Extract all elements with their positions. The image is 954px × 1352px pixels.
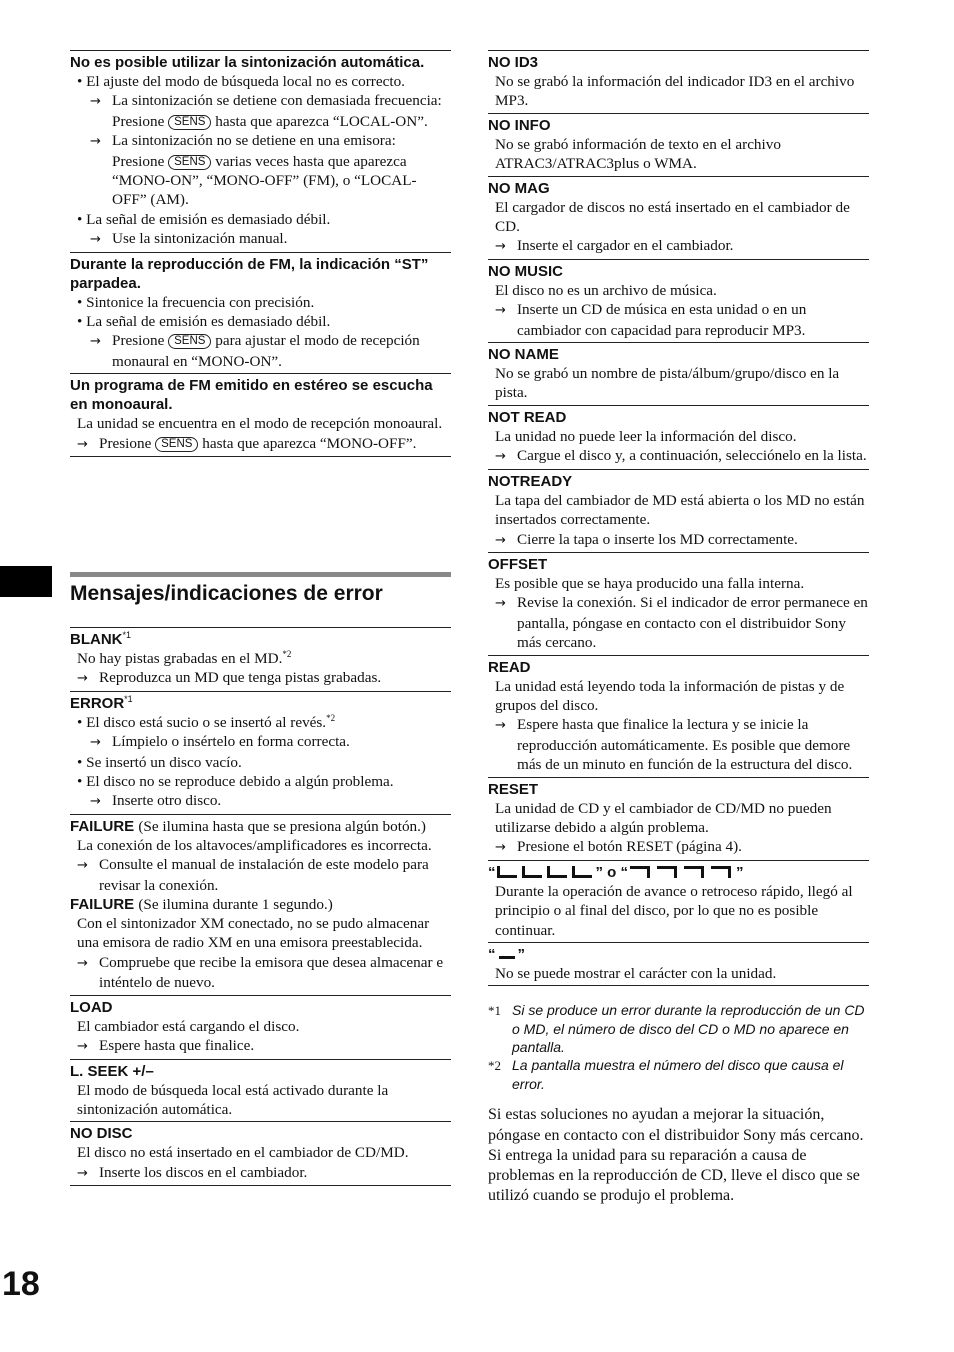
cause-text: La unidad no puede leer la información del disco.	[495, 427, 797, 445]
error-code: NO MUSIC	[488, 262, 563, 280]
error-list-right	[488, 50, 869, 1206]
cause-text: No se grabó un nombre de pista/álbum/grupo/disco en la pista.	[495, 365, 840, 402]
cause-text: No hay pistas grabadas en el MD.	[77, 650, 283, 667]
cause-text: Con el sintonizador XM conectado, no se pudo almacenar una emisora de radio XM en una emisora preestablecida.	[77, 915, 430, 952]
cause-text: No se grabó información de texto en el archivo ATRAC3/ATRAC3plus o WMA.	[495, 135, 781, 173]
error-code: NO MAG	[488, 179, 550, 197]
footnote-mark: *2	[488, 1058, 501, 1074]
error-code: ERROR	[70, 694, 125, 712]
arrow-icon: →	[77, 671, 88, 687]
error-no-id3	[488, 50, 869, 113]
remedy-text: Inserte el cargador en el cambiador.	[517, 237, 734, 255]
closing-text	[488, 1105, 869, 1206]
quote-mark: ”	[736, 863, 744, 881]
remedy-text: Cargue el disco y, a continuación, selecciónelo en la lista.	[517, 447, 867, 465]
remedy-text: Revise la conexión. Si el indicador de error permanece en pantalla, póngase en contacto con el distribuidor Sony más cercano.	[517, 594, 868, 652]
remedy-text: Presione	[112, 332, 165, 350]
sens-button-icon: SENS	[168, 334, 211, 349]
arrow-icon: →	[77, 1039, 88, 1055]
error-code: BLANK	[70, 631, 123, 648]
remedy-text: Cierre la tapa o inserte los MD correctamente.	[517, 530, 798, 548]
closing-paragraph: Si estas soluciones no ayudan a mejorar la situación, póngase en contacto con el distribuidor Sony más cercano.	[488, 1106, 864, 1144]
error-code: FAILURE	[70, 896, 135, 914]
cause-text: La tapa del cambiador de MD está abierta o los MD no están insertados correctamente.	[495, 491, 865, 529]
cause-text: El disco no se reproduce debido a algún problema.	[86, 773, 394, 791]
error-segment-display	[488, 860, 869, 942]
cause-text: La unidad se encuentra en el modo de recepción monoaural.	[77, 415, 443, 433]
arrow-icon: →	[495, 449, 506, 465]
page-number: 18	[2, 1265, 40, 1303]
error-offset	[488, 552, 869, 655]
error-code: NO NAME	[488, 346, 559, 364]
quote-mark: ”	[595, 863, 603, 881]
error-code: OFFSET	[488, 555, 548, 573]
remedy-text: Presione el botón RESET (página 4).	[517, 838, 742, 856]
error-code: L. SEEK +/–	[70, 1062, 154, 1080]
error-failure	[70, 814, 451, 995]
remedy-text: Presione	[99, 434, 152, 452]
segment-bottom-icon	[496, 865, 596, 879]
remedy-text: La sintonización no se detiene en una emisora:	[112, 132, 396, 150]
error-list-left	[70, 627, 451, 1186]
remedy-text: Límpielo o insértelo en forma correcta.	[112, 733, 350, 751]
cause-text: El disco no está insertado en el cambiador de CD/MD.	[77, 1144, 409, 1162]
cause-text: No se grabó la información del indicador ID3 en el archivo MP3.	[495, 73, 855, 110]
arrow-icon: →	[77, 436, 88, 452]
remedy-text: para ajustar el modo de recepción monaural en “MONO-ON”.	[112, 332, 420, 370]
sens-button-icon: SENS	[168, 115, 211, 130]
error-code: NO DISC	[70, 1125, 133, 1143]
error-code: NO INFO	[488, 116, 551, 134]
error-code: NOT READ	[488, 408, 567, 426]
trouble-auto-tuning: No es posible utilizar la sintonización automática. • El ajuste del modo de búsqueda local no es correcto. → La sintonización se detiene con demasiada frecuencia: Presione SENS hasta que aparezca “LOCAL-ON”. → La sintonización no se detiene en una emisora: Presione SENS varias veces hasta que aparezca “MONO-ON”, “MONO-OFF” (FM), o “LOCAL-OFF” (AM). • La señal de emisión es demasiado débil. → Use la sintonización manual.	[70, 50, 451, 252]
quote-mark: “	[620, 863, 629, 881]
cause-text: La unidad está leyendo toda la información de pistas y de grupos del disco.	[495, 677, 845, 714]
cause-text: Durante la operación de avance o retroceso rápido, llegó al principio o al final del disco, por lo que no es posible continuar.	[495, 882, 853, 939]
arrow-icon: →	[495, 840, 506, 856]
footnote	[488, 1056, 869, 1093]
arrow-icon: →	[90, 334, 101, 350]
quote-mark: “	[488, 946, 496, 963]
cause-text: La señal de emisión es demasiado débil.	[86, 313, 331, 331]
cause-text: Sintonice la frecuencia con precisión.	[86, 293, 315, 311]
remedy-text: Espere hasta que finalice.	[99, 1037, 255, 1055]
remedy-text: Inserte un CD de música en esta unidad o en un cambiador con capacidad para reproducir MP3.	[517, 301, 807, 339]
footnote-mark: *1	[488, 1003, 501, 1019]
error-no-info	[488, 113, 869, 176]
arrow-icon: →	[90, 794, 101, 810]
trouble-st-blinks: Durante la reproducción de FM, la indicación “ST” parpadea. • Sintonice la frecuencia con precisión. • La señal de emisión es demasiado débil. → Presione SENS para ajustar el modo de recepción monaural en “MONO-ON”.	[70, 252, 451, 374]
arrow-icon: →	[90, 94, 101, 110]
error-not-read	[488, 405, 869, 469]
cause-text: El disco está sucio o se insertó al revés.	[86, 713, 327, 731]
arrow-icon: →	[90, 134, 101, 150]
footnote-text: La pantalla muestra el número del disco que causa el error.	[512, 1057, 844, 1093]
arrow-icon: →	[90, 735, 101, 751]
or-text: o	[607, 863, 617, 881]
error-note: (Se ilumina durante 1 segundo.)	[138, 896, 333, 914]
footnote-text: Si se produce un error durante la reproducción de un CD o MD, el número de disco del CD o MD no aparece en pantalla.	[512, 1002, 865, 1056]
error-note: (Se ilumina hasta que se presiona algún botón.)	[138, 817, 426, 835]
remedy-text: Use la sintonización manual.	[112, 230, 288, 248]
cause-text: No se puede mostrar el carácter con la unidad.	[495, 965, 777, 982]
cause-text: Se insertó un disco vacío.	[86, 753, 242, 771]
arrow-icon: →	[495, 239, 506, 255]
error-error: ERROR$^{*1}$ • El disco está sucio o se insertó al revés.$^{*2}$ → Límpielo o insértelo en forma correcta. • Se insertó un disco vacío. • El disco no se reproduce debido a algún problema. → Inserte otro disco.	[70, 691, 451, 814]
remedy-text: Espere hasta que finalice la lectura y se inicie la reproducción automáticamente. Es posible que demore más de un minuto en función de la estructura del disco.	[517, 716, 853, 774]
arrow-icon: →	[495, 718, 506, 734]
remedy-text: Consulte el manual de instalación de este modelo para revisar la conexión.	[99, 856, 429, 894]
closing-paragraph: Si entrega la unidad para su reparación a causa de problemas en la reproducción de CD, lleve el disco que se utilizó cuando se produjo el problema.	[488, 1146, 860, 1205]
error-code: READ	[488, 658, 531, 676]
footnote	[488, 1001, 869, 1056]
remedy-text: Reproduzca un MD que tenga pistas grabadas.	[99, 669, 382, 687]
remedy-text: Presione	[112, 112, 165, 130]
sens-button-icon: SENS	[168, 155, 211, 170]
error-notready	[488, 469, 869, 552]
remedy-text: Presione	[112, 152, 165, 170]
cause-text: El cargador de discos no está insertado en el cambiador de CD.	[495, 198, 850, 236]
error-code: LOAD	[70, 998, 113, 1016]
section-rule	[70, 572, 451, 577]
remedy-text: Inserte los discos en el cambiador.	[99, 1163, 308, 1181]
remedy-text: Compruebe que recibe la emisora que desea almacenar e inténtelo de nuevo.	[99, 953, 444, 992]
error-code: RESET	[488, 780, 539, 798]
cause-text: La conexión de los altavoces/amplificadores es incorrecta.	[77, 836, 432, 854]
remedy-text: hasta que aparezca “LOCAL-ON”.	[215, 112, 428, 130]
trouble-heading: Un programa de FM emitido en estéreo se escucha en monoaural.	[70, 377, 433, 414]
sens-button-icon: SENS	[155, 437, 198, 452]
cause-text: El ajuste del modo de búsqueda local no es correcto.	[86, 73, 405, 90]
troubleshooting-left-column	[70, 50, 451, 457]
section-tab-marker	[0, 566, 52, 597]
error-code: FAILURE	[70, 817, 135, 835]
cause-text: El disco no es un archivo de música.	[495, 281, 717, 299]
error-l-seek	[70, 1059, 451, 1122]
footnote-ref: *2	[282, 648, 292, 659]
error-no-disc	[70, 1121, 451, 1186]
remedy-text: La sintonización se detiene con demasiada frecuencia:	[112, 92, 442, 110]
cause-text: El cambiador está cargando el disco.	[77, 1017, 300, 1035]
section-title: Mensajes/indicaciones de error	[70, 582, 383, 605]
error-blank	[70, 627, 451, 691]
arrow-icon: →	[495, 532, 506, 548]
error-reset	[488, 777, 869, 860]
error-no-name	[488, 342, 869, 405]
remedy-text: hasta que aparezca “MONO-OFF”.	[202, 434, 417, 452]
trouble-heading: No es posible utilizar la sintonización automática.	[70, 54, 425, 71]
quote-mark: ”	[517, 946, 525, 963]
cause-text: Es posible que se haya producido una falla interna.	[495, 574, 805, 592]
arrow-icon: →	[495, 303, 506, 319]
error-code: NOTREADY	[488, 472, 573, 490]
error-no-music	[488, 259, 869, 342]
footnotes	[488, 1001, 869, 1093]
arrow-icon: →	[77, 858, 88, 874]
arrow-icon: →	[77, 955, 88, 971]
footnote-ref: *1	[122, 630, 132, 640]
trouble-stereo-mono	[70, 373, 451, 457]
arrow-icon: →	[77, 1165, 88, 1181]
cause-text: La unidad de CD y el cambiador de CD/MD no pueden utilizarse debido a algún problema.	[495, 799, 832, 836]
trouble-heading: Durante la reproducción de FM, la indicación “ST” parpadea.	[70, 255, 429, 292]
quote-mark: “	[488, 863, 496, 881]
segment-underscore-icon	[496, 947, 518, 961]
segment-top-icon	[628, 865, 736, 879]
error-dash-char	[488, 942, 869, 986]
cause-text: El modo de búsqueda local está activado durante la sintonización automática.	[77, 1081, 389, 1118]
arrow-icon: →	[495, 596, 506, 612]
error-code: NO ID3	[488, 54, 539, 71]
footnote-ref: *1	[124, 693, 133, 704]
error-no-mag	[488, 176, 869, 259]
remedy-text: varias veces hasta que aparezca “MONO-ON”, “MONO-OFF” (FM), o “LOCAL-OFF” (AM).	[112, 152, 417, 209]
error-load	[70, 995, 451, 1059]
remedy-text: Inserte otro disco.	[112, 792, 222, 810]
cause-text: La señal de emisión es demasiado débil.	[86, 210, 331, 228]
footnote-ref: *2	[326, 712, 336, 723]
error-read	[488, 655, 869, 777]
arrow-icon: →	[90, 232, 101, 248]
